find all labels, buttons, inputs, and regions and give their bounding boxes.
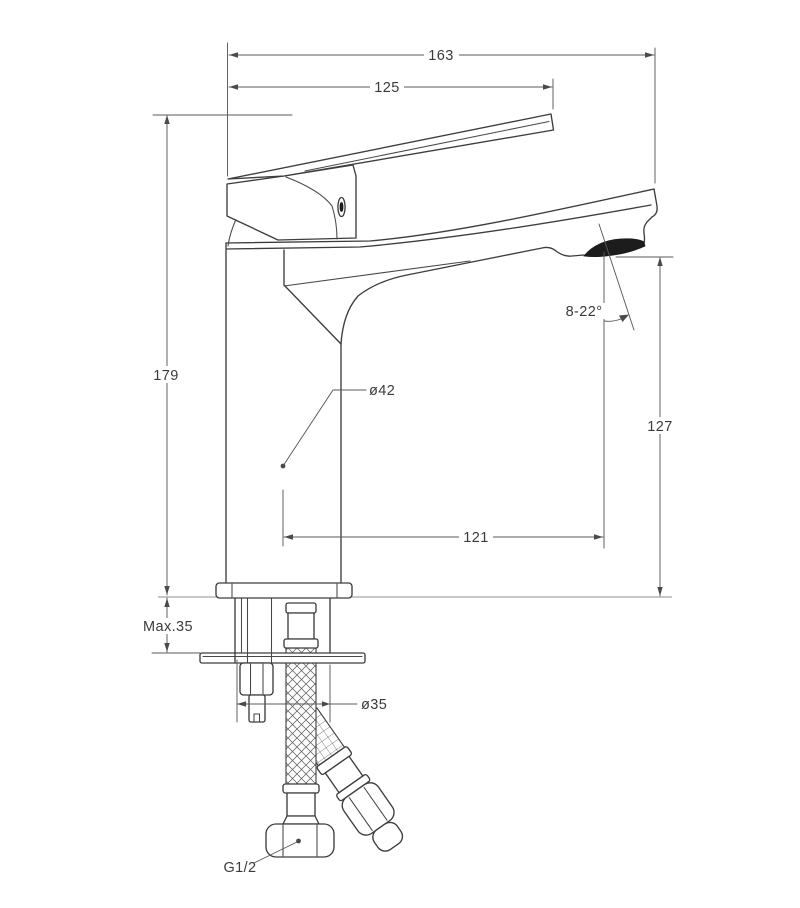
spout-height-label: 127 xyxy=(647,419,673,435)
faucet-body xyxy=(226,189,657,583)
body-height-label: 179 xyxy=(153,368,179,384)
thread-label: G1/2 xyxy=(223,860,257,876)
aerator xyxy=(584,239,645,257)
spout-reach-label: 121 xyxy=(463,530,489,546)
dim-handle-width xyxy=(229,79,553,109)
mounting-plate xyxy=(200,653,365,663)
callout-body-diameter xyxy=(281,383,396,468)
total-width-label: 163 xyxy=(428,48,454,64)
angle-label: 8-22° xyxy=(565,304,603,320)
dim-total-width xyxy=(228,43,656,183)
dim-spout-reach xyxy=(283,490,603,546)
body-corner-line xyxy=(284,250,341,344)
base-flange xyxy=(216,583,352,598)
deck-thickness-label: Max.35 xyxy=(143,619,193,635)
dim-deck-thickness xyxy=(143,598,200,653)
spout-tip xyxy=(644,189,657,243)
hose-ferrule-body xyxy=(287,793,315,816)
hose-ferrule-flare xyxy=(283,816,319,824)
hole-diameter-label: ø35 xyxy=(361,697,388,713)
stud-nut xyxy=(240,663,273,695)
angle-arc-arrow xyxy=(619,315,629,323)
hose-fitting-collar xyxy=(284,639,318,648)
hose-fitting-ring xyxy=(286,603,316,613)
dim-spout-height xyxy=(616,257,676,596)
spout-angle-annotation xyxy=(563,224,634,548)
handle-width-label: 125 xyxy=(374,80,400,96)
body-diameter-label: ø42 xyxy=(369,383,396,399)
leader-line xyxy=(283,390,366,466)
handle-lever xyxy=(228,114,554,179)
stud-tip xyxy=(249,695,265,722)
vertical-hose-braid xyxy=(286,648,316,784)
handle-lever-chamfer-line xyxy=(305,122,549,172)
spout-underside-inner-line xyxy=(284,261,470,286)
hose-ferrule-ring xyxy=(283,784,319,793)
hose-fitting-body xyxy=(288,613,314,639)
